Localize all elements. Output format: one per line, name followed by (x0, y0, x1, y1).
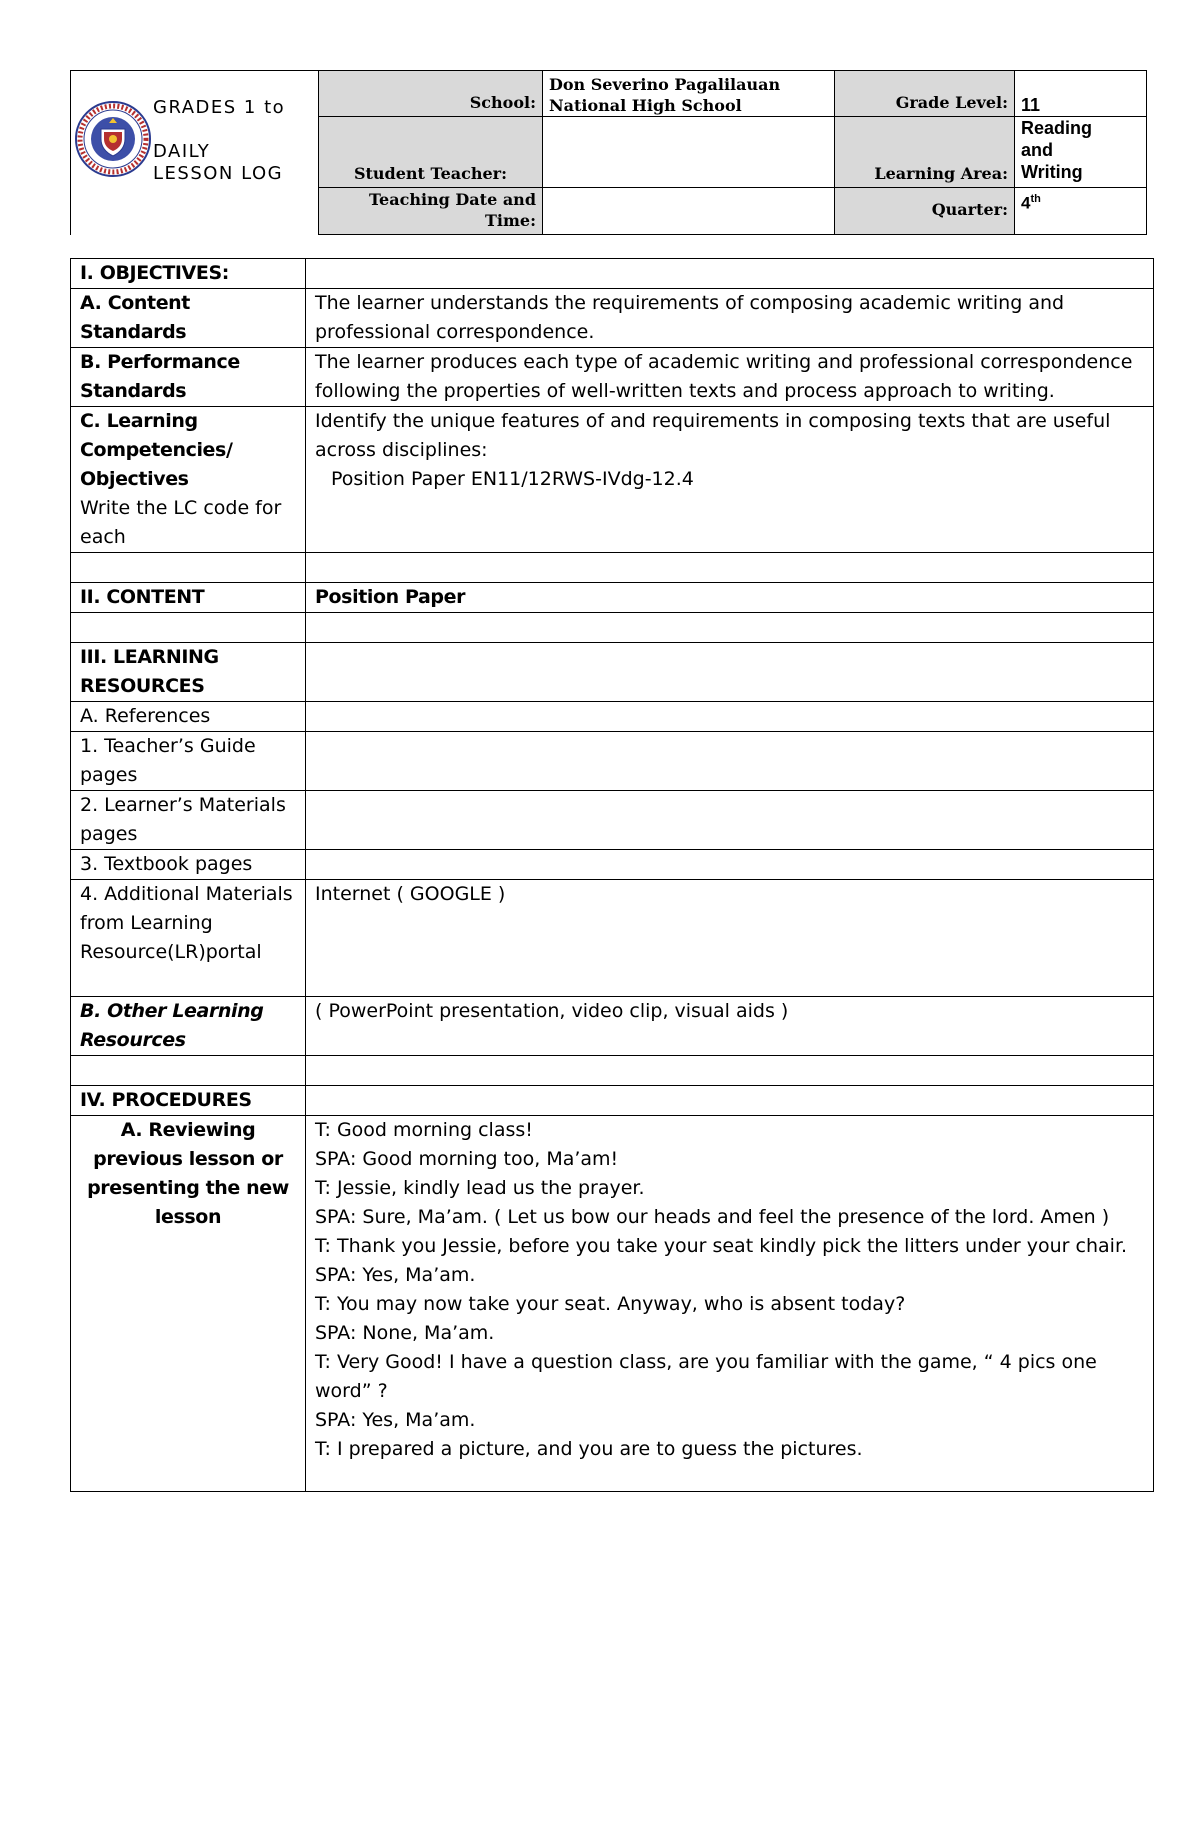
other-resources-value: ( PowerPoint presentation, video clip, visual aids ) (306, 997, 1154, 1056)
competencies-label: C. Learning Competencies/ Objectives Write the LC code for each (71, 407, 306, 553)
brand-title: GRADES 1 to (153, 97, 286, 118)
additional-materials-label: 4. Additional Materials from Learning Resource(LR)portal (71, 880, 306, 997)
grade-level-value: 11 (1015, 71, 1147, 117)
content-standards-text: The learner understands the requirements of composing academic writing and professional correspondence. (306, 289, 1154, 348)
table-row (71, 407, 1154, 553)
dialogue-line: T: You may now take your seat. Anyway, who is absent today? (315, 1293, 906, 1315)
table-row (71, 997, 1154, 1056)
dialogue-line: T: I prepared a picture, and you are to guess the pictures. (315, 1438, 863, 1460)
performance-standards-text: The learner produces each type of academic writing and professional correspondence following the properties of well-written texts and process approach to writing. (306, 348, 1154, 407)
table-row (71, 643, 1154, 702)
logo-cell (71, 71, 319, 235)
deped-seal-icon (73, 99, 153, 179)
table-row (71, 732, 1154, 791)
objectives-heading-value (306, 259, 1154, 289)
table-row (71, 259, 1154, 289)
objectives-heading: I. OBJECTIVES: (71, 259, 306, 289)
dialogue-line: T: Very Good! I have a question class, are you familiar with the game, “ 4 pics one word” ? (315, 1351, 1097, 1402)
dialogue-cell (306, 1116, 1154, 1492)
table-row (71, 553, 1154, 583)
table-row (71, 850, 1154, 880)
learners-materials-label: 2. Learner’s Materials pages (71, 791, 306, 850)
table-row (71, 1056, 1154, 1086)
table-row (71, 348, 1154, 407)
grade-level-label: Grade Level: (835, 71, 1015, 117)
performance-standards-label: B. Performance Standards (71, 348, 306, 407)
resources-heading: III. LEARNING RESOURCES (71, 643, 306, 702)
textbook-label: 3. Textbook pages (71, 850, 306, 880)
dialogue-line: SPA: Sure, Ma’am. ( Let us bow our heads and feel the presence of the lord. Amen ) (315, 1206, 1110, 1228)
teachers-guide-label: 1. Teacher’s Guide pages (71, 732, 306, 791)
school-value: Don Severino Pagalilauan National High School (543, 71, 835, 117)
table-row (71, 613, 1154, 643)
dialogue-line: SPA: Yes, Ma’am. (315, 1264, 476, 1286)
references-label: A. References (71, 702, 306, 732)
table-row (71, 1086, 1154, 1116)
review-lesson-label: A. Reviewing previous lesson or presenting the new lesson (71, 1116, 306, 1492)
quarter-label: Quarter: (835, 188, 1015, 235)
competencies-text: Identify the unique features of and requirements in composing texts that are useful across disciplines: Position Paper EN11/12RWS-IVdg-12.4 (306, 407, 1154, 553)
student-teacher-value (543, 117, 835, 188)
content-heading: II. CONTENT (71, 583, 306, 613)
dialogue-line: T: Jessie, kindly lead us the prayer. (315, 1177, 645, 1199)
table-row (71, 1116, 1154, 1492)
competencies-code: Position Paper EN11/12RWS-IVdg-12.4 (331, 468, 694, 490)
content-value: Position Paper (306, 583, 1154, 613)
dialogue-line: T: Thank you Jessie, before you take your seat kindly pick the litters under your chair. (315, 1235, 1128, 1257)
dialogue-line: T: Good morning class! (315, 1119, 533, 1141)
dialogue-line: SPA: Good morning too, Ma’am! (315, 1148, 619, 1170)
lesson-log-table (70, 258, 1154, 1492)
teaching-date-value (543, 188, 835, 235)
table-row (71, 791, 1154, 850)
dialogue-line: SPA: None, Ma’am. (315, 1322, 495, 1344)
quarter-value: 4th (1015, 188, 1147, 235)
teaching-date-label: Teaching Date and Time: (319, 188, 543, 235)
learning-area-value: Reading and Writing (1015, 117, 1147, 188)
table-row (71, 289, 1154, 348)
header-table (70, 70, 1147, 235)
content-standards-label: A. Content Standards (71, 289, 306, 348)
brand-subtitle-lesson-log: LESSON LOG (153, 163, 284, 184)
additional-materials-value: Internet ( GOOGLE ) (306, 880, 1154, 997)
table-row (71, 583, 1154, 613)
table-row (71, 702, 1154, 732)
other-resources-label: B. Other Learning Resources (71, 997, 306, 1056)
table-row (71, 880, 1154, 997)
student-teacher-label: Student Teacher: (319, 117, 543, 188)
competencies-note: Write the LC code for each (80, 497, 282, 548)
procedures-heading: IV. PROCEDURES (71, 1086, 306, 1116)
brand-subtitle-daily: DAILY (153, 141, 211, 162)
learning-area-label: Learning Area: (835, 117, 1015, 188)
dialogue-line: SPA: Yes, Ma’am. (315, 1409, 476, 1431)
school-label: School: (319, 71, 543, 117)
